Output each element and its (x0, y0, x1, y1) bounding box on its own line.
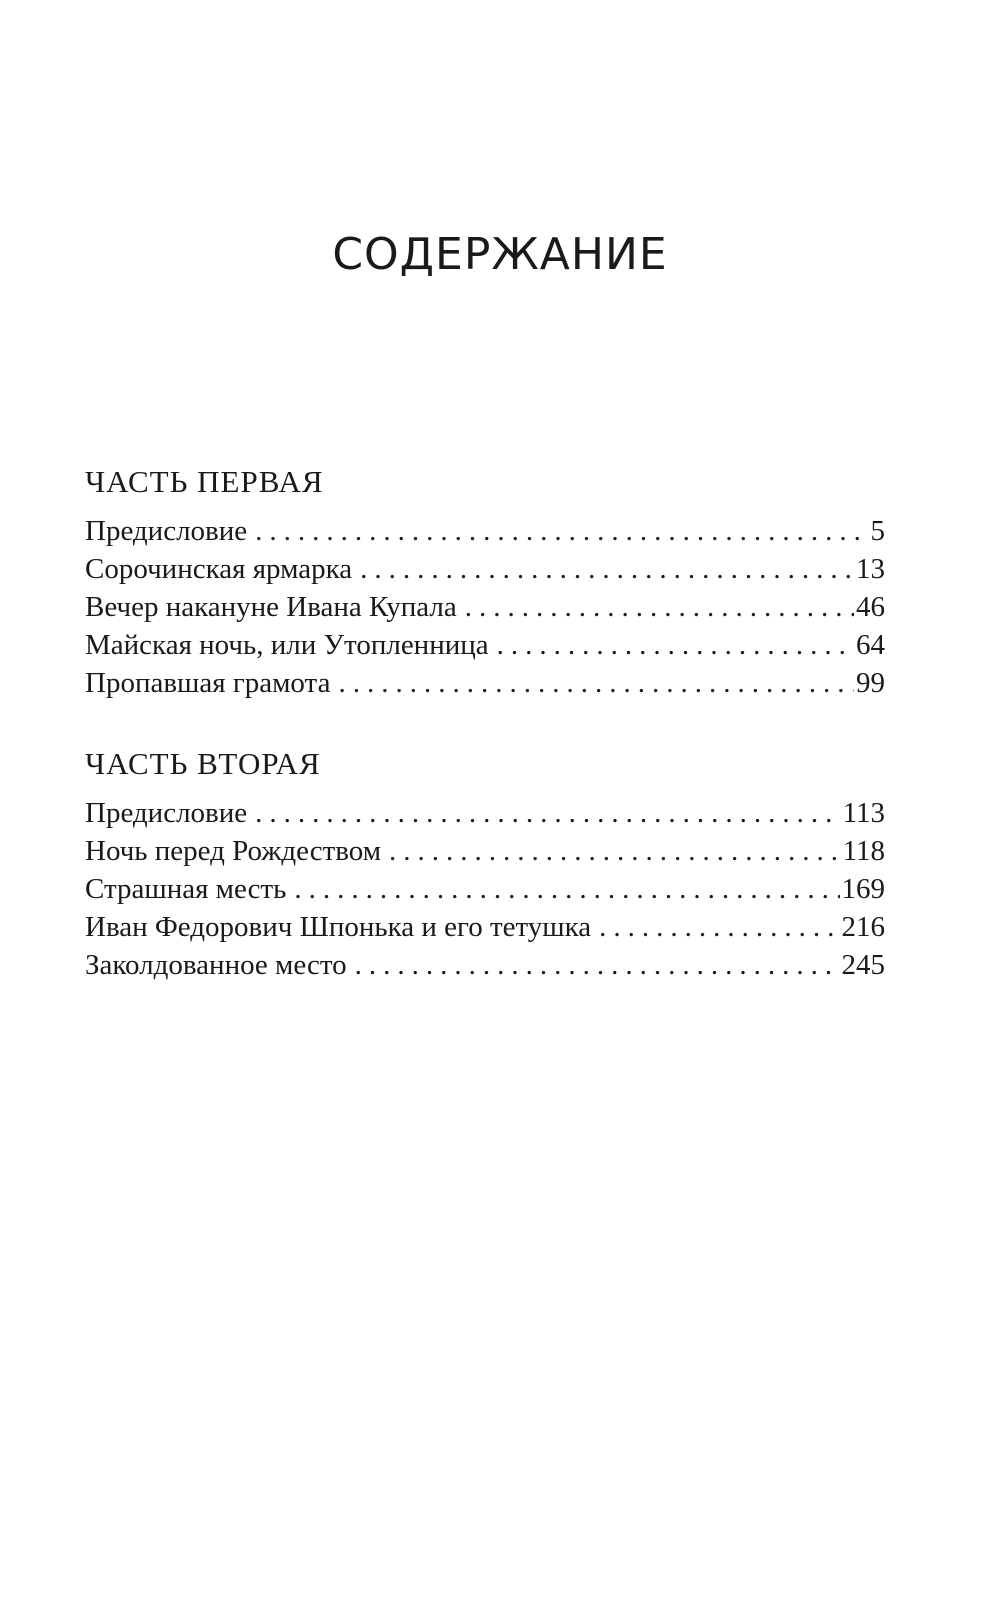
entry-title: Иван Федорович Шпонька и его тетушка (85, 911, 592, 943)
entry-page-number: 13 (856, 553, 885, 585)
entry-title: Предисловие (85, 797, 248, 829)
entry-page-number: 5 (870, 515, 885, 547)
entry-page-number: 64 (856, 629, 885, 661)
toc-entry (85, 626, 885, 664)
toc-entry (85, 588, 885, 626)
entry-page-number: 216 (841, 911, 885, 943)
dot-leader (255, 512, 868, 550)
entry-page-number: 113 (842, 797, 885, 829)
toc-entry (85, 512, 885, 550)
entry-page-number: 245 (841, 949, 885, 981)
dot-leader (389, 832, 841, 870)
entry-title: Вечер накануне Ивана Купала (85, 591, 457, 623)
entry-page-number: 99 (856, 667, 885, 699)
entry-title: Страшная месть (85, 873, 287, 905)
dot-leader (338, 664, 854, 702)
toc-entry (85, 870, 885, 908)
entry-page-number: 169 (841, 873, 885, 905)
toc-entry (85, 550, 885, 588)
part-heading: ЧАСТЬ ПЕРВАЯ (85, 464, 324, 499)
toc-entry (85, 794, 885, 832)
entry-title: Ночь перед Рождеством (85, 835, 382, 867)
entry-title: Предисловие (85, 515, 248, 547)
entry-title: Пропавшая грамота (85, 667, 331, 699)
entry-title: Сорочинская ярмарка (85, 553, 353, 585)
dot-leader (497, 626, 854, 664)
part-two (85, 746, 885, 984)
toc-entry (85, 832, 885, 870)
entry-page-number: 46 (856, 591, 885, 623)
toc-entry (85, 664, 885, 702)
dot-leader (294, 870, 839, 908)
dot-leader (360, 550, 854, 588)
page-title: СОДЕРЖАНИЕ (332, 229, 668, 280)
dot-leader (355, 946, 840, 984)
dot-leader (465, 588, 854, 626)
entry-page-number: 118 (842, 835, 885, 867)
toc-entry (85, 908, 885, 946)
toc-entry (85, 946, 885, 984)
entry-title: Майская ночь, или Утопленница (85, 629, 489, 661)
dot-leader (599, 908, 839, 946)
part-heading: ЧАСТЬ ВТОРАЯ (85, 746, 321, 781)
entry-title: Заколдованное место (85, 949, 347, 981)
dot-leader (255, 794, 840, 832)
part-one (85, 464, 885, 702)
